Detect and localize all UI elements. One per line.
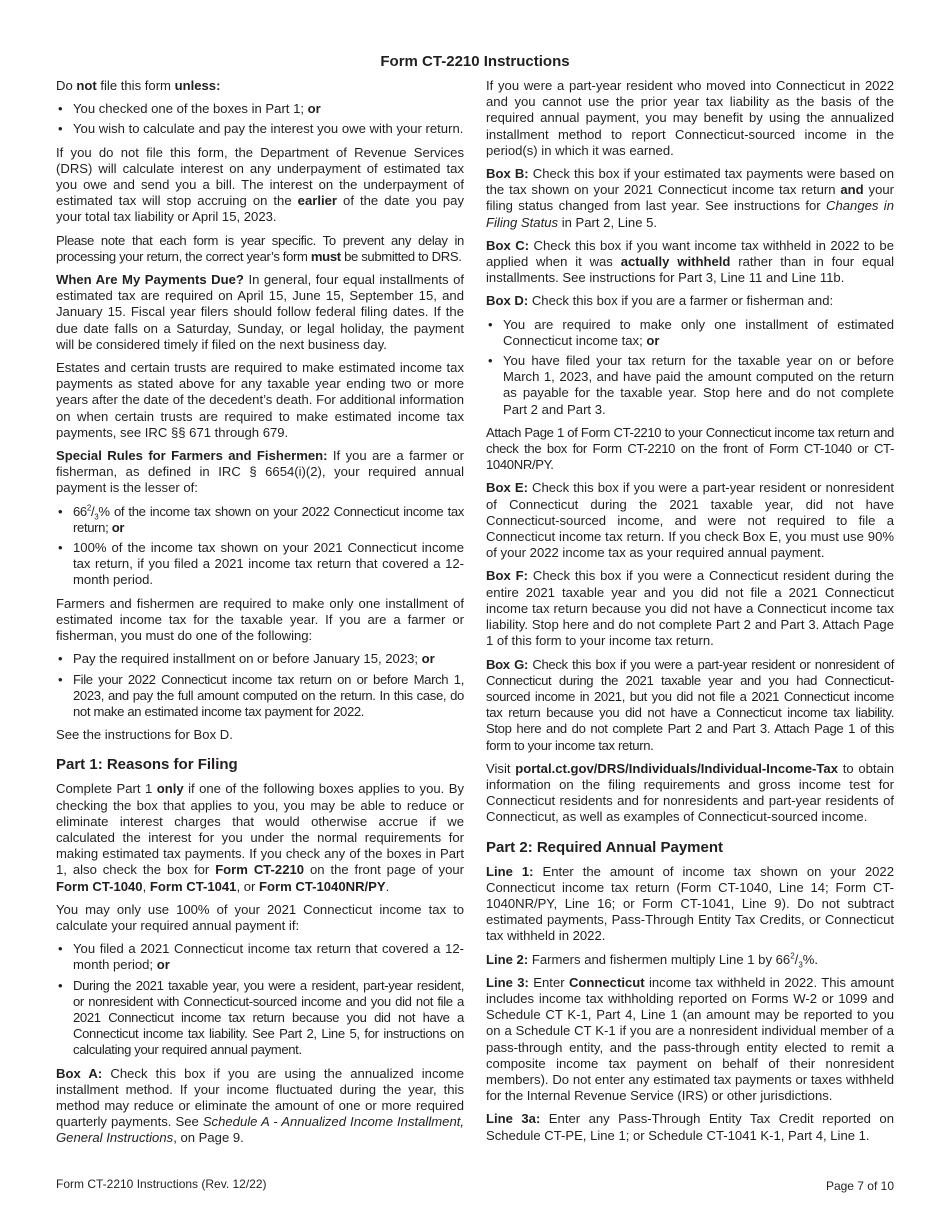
portal-link[interactable]: portal.ct.gov/DRS/Individuals/Individual-Income-Tax <box>515 760 838 776</box>
part-year-paragraph: If you were a part-year resident who moved into Connecticut in 2022 and you cannot use the prior year tax liability as the basis of the required annual payment, you may benefit by using the annualized installment method to report Connecticut-sourced income in the period(s) in which it was earned. <box>486 78 894 158</box>
box-e-paragraph: Box E: Check this box if you were a part-year resident or nonresident of Connecticut during the 2021 taxable year, did not have Connecticut-sourced income, and were not required to file a Connecticut income tax return. If you check Box E, you must use 90% of your 2022 income tax as your required annual payment. <box>486 480 894 561</box>
line3-paragraph: Line 3: Enter Connecticut income tax withheld in 2022. This amount includes income tax withholding reported on Forms W-2 or 1099 and Schedule CT K-1, Part 4, Line 1 (an amount may be reported to you on a Schedule CT K-1 if you are a nonresident individual member of a pass-through entity, and the pass-through entity elected to remit a composite income tax payment on behalf of their nonresident members). Do not enter any estimated tax payments or taxes withheld for the Internal Revenue Service (IRS) or other jurisdictions. <box>486 974 894 1104</box>
list-item: • 100% of the income tax shown on your 2021 Connecticut income tax return, if you filed a 2021 income tax return that covered a 12-month period. <box>56 540 464 589</box>
list-item: • File your 2022 Connecticut income tax return on or before March 1, 2023, and pay the full amount computed on the return. In this case, do not make an estimated income tax payment for 2022. <box>56 672 464 721</box>
box-a-paragraph: Box A: Check this box if you are using the annualized income installment method. If your income fluctuated during the year, this method may reduce or eliminate the amount of one or more required quarterly payments. See Schedule A - Annualized Income Installment, General Instructions, on Page 9. <box>56 1065 464 1146</box>
farmers-paragraph: Special Rules for Farmers and Fishermen: If you are a farmer or fisherman, as defined in IRC § 6654(i)(2), your required annual payment is the lesser of: <box>56 448 464 496</box>
box-c-paragraph: Box C: Check this box if you want income tax withheld in 2022 to be applied when it was actually withheld rather than in four equal installments. See instructions for Part 3, Line 11 and Line 11b. <box>486 237 895 286</box>
farmers-installment-paragraph: Farmers and fishermen are required to make only one installment of estimated income tax for the taxable year. If you are a farmer or fisherman, you must do one of the following: <box>56 595 464 644</box>
part2-heading: Part 2: Required Annual Payment <box>486 838 723 856</box>
list-item: • $66^2/_3\%$ of the income tax shown on your 2022 Connecticut income tax return; or <box>56 504 464 536</box>
list-item: • During the 2021 taxable year, you were a resident, part-year resident, or nonresident with Connecticut-sourced income and you did not file a 2021 Connecticut income tax return because you did not have a Connecticut income tax liability. See Part 2, Line 5, for instructions on calculating your required annual payment. <box>56 978 464 1059</box>
part1-heading: Part 1: Reasons for Filing <box>56 756 238 774</box>
hundred-percent-paragraph: You may only use 100% of your 2021 Connecticut income tax to calculate your required annual payment if: <box>56 901 464 933</box>
intro-list <box>56 101 464 137</box>
payments-due-paragraph: When Are My Payments Due? In general, four equal installments of estimated tax are required on April 15, June 15, September 15, and January 15. Fiscal year filers should follow federal filing dates. If the due date falls on a Saturday, Sunday, or legal holiday, the payment will be considered timely if filed on the next business day. <box>56 272 464 352</box>
box-d-paragraph: Box D: Check this box if you are a farmer or fisherman and: <box>486 293 834 309</box>
hundred-percent-list <box>56 941 464 1058</box>
intro-paragraph: Do not file this form unless: <box>56 78 221 93</box>
list-item: • Pay the required installment on or before January 15, 2023; or <box>56 651 464 667</box>
box-g-paragraph: Box G: Check this box if you were a part-year resident or nonresident of Connecticut during the 2021 taxable year and you had Connecticut-sourced income in 2021, but you did not file a 2021 Connecticut income tax return because you did not have a Connecticut income tax liability. Stop here and do not complete Part 2 and Part 3. Attach Page 1 of this form to your income tax return. <box>486 656 894 753</box>
attach-paragraph: Attach Page 1 of Form CT-2210 to your Connecticut income tax return and check the box for Form CT-2210 on the front of Form CT-1040 or CT-1040NR/PY. <box>486 424 894 473</box>
box-f-paragraph: Box F: Check this box if you were a Connecticut resident during the entire 2021 taxable year and you did not file a 2021 Connecticut income tax return because you did not have a Connecticut income tax liability. Stop here and do not complete Part 2 and Part 3. Attach Page 1 of this form to your income tax return. <box>486 568 894 649</box>
list-item: • You have filed your tax return for the taxable year on or before March 1, 2023, and have paid the amount computed on the return as payable for the taxable year. Stop here and do not complete Part 2 and Part 3. <box>486 353 894 418</box>
line2-paragraph: Line 2: Farmers and fishermen multiply Line 1 by $66^2/_3\%$. <box>486 951 819 970</box>
list-item: • You wish to calculate and pay the interest you owe with your return. <box>56 121 464 137</box>
left-column <box>56 78 464 1154</box>
box-b-paragraph: Box B: Check this box if your estimated tax payments were based on the tax shown on your 2021 Connecticut income tax return and your filing status changed from last year. See instructions for Changes in Filing Status in Part 2, Line 5. <box>486 166 894 230</box>
year-specific-note: Please note that each form is year specific. To prevent any delay in processing your return, the correct year’s form must be submitted to DRS. <box>56 232 464 264</box>
see-box-d: See the instructions for Box D. <box>56 727 233 743</box>
page-title: Form CT-2210 Instructions <box>380 53 570 70</box>
footer-page-number: Page 7 of 10 <box>825 1179 894 1193</box>
farmers-options-list <box>56 651 464 720</box>
list-item: • You filed a 2021 Connecticut income tax return that covered a 12-month period; or <box>56 941 464 973</box>
drs-paragraph: If you do not file this form, the Department of Revenue Services (DRS) will calculate interest on any underpayment of estimated tax you owe and send you a bill. The interest on the underpayment of estimated tax will stop accruing on the earlier of the date you pay your total tax liability or April 15, 2023. <box>56 144 464 225</box>
line1-paragraph: Line 1: Enter the amount of income tax shown on your 2022 Connecticut income tax return (Form CT-1040, Line 14; Form CT-1040NR/PY, Line 16; or Form CT-1041, Line 9). Do not subtract estimated payments, Pass-Through Entity Tax Credits, or Connecticut tax withheld in 2022. <box>486 863 894 944</box>
footer-form-revision: Form CT-2210 Instructions (Rev. 12/22) <box>56 1177 267 1191</box>
list-item: • You are required to make only one installment of estimated Connecticut income tax; or <box>486 317 894 349</box>
line3a-paragraph: Line 3a: Enter any Pass-Through Entity Tax Credit reported on Schedule CT-PE, Line 1; or Schedule CT-1041 K-1, Part 4, Line 1. <box>486 1111 894 1143</box>
right-column <box>486 78 894 1151</box>
list-item: • You checked one of the boxes in Part 1; or <box>56 101 464 117</box>
box-d-list <box>486 317 894 418</box>
part1-paragraph: Complete Part 1 only if one of the following boxes applies to you. By checking the box that applies to you, you may be able to reduce or eliminate interest charges that would otherwise accrue if we calculated the interest for you under the normal requirements for making estimated tax payments. If you check any of the boxes in Part 1, also check the box for Form CT-2210 on the front page of your Form CT-1040, Form CT-1041, or Form CT-1040NR/PY. <box>56 781 465 894</box>
farmers-list <box>56 504 464 589</box>
visit-paragraph: Visit portal.ct.gov/DRS/Individuals/Individual-Income-Tax to obtain information on the filing requirements and gross income test for Connecticut residents and for nonresidents and part-year residents of Connecticut, as well as examples of Connecticut-sourced income. <box>486 760 895 825</box>
estates-paragraph: Estates and certain trusts are required to make estimated income tax payments as stated above for any taxable year ending two or more years after the date of the decedent’s death. For additional information on when certain trusts are required to make estimated income tax payments, see IRC §§ 671 through 679. <box>56 360 464 440</box>
